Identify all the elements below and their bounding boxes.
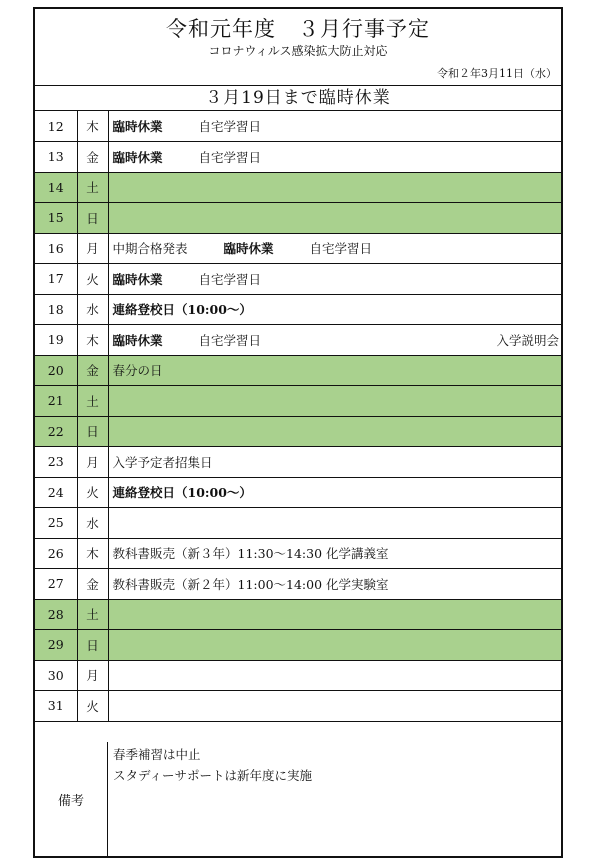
day-cell: 17 (35, 264, 77, 295)
event-text: 連絡登校日（10:00～） (112, 302, 252, 318)
event-cell (108, 203, 561, 234)
day-cell: 26 (35, 538, 77, 569)
event-cell (108, 630, 561, 661)
event-cell (108, 355, 561, 386)
day-cell: 13 (35, 142, 77, 173)
day-cell: 12 (35, 111, 77, 142)
event-cell (108, 691, 561, 722)
event-text: 教科書販売（新２年）11:00～14:00 化学実験室 (112, 576, 389, 592)
event-text: 教科書販売（新３年）11:30～14:30 化学講義室 (112, 546, 389, 562)
day-cell: 16 (35, 233, 77, 264)
weekday-cell: 金 (77, 142, 108, 173)
event-text: 自宅学習日 (198, 119, 262, 134)
table-row (35, 691, 561, 722)
day-cell: 23 (35, 447, 77, 478)
event-cell (108, 416, 561, 447)
page-subtitle: コロナウィルス感染拡大防止対応 (208, 44, 388, 58)
day-cell: 15 (35, 203, 77, 234)
weekday-cell: 月 (77, 660, 108, 691)
day-cell: 20 (35, 355, 77, 386)
event-cell (108, 233, 561, 264)
day-cell: 22 (35, 416, 77, 447)
event-cell (108, 264, 561, 295)
table-row (35, 233, 561, 264)
event-cell (108, 538, 561, 569)
event-text: 入学予定者招集日 (112, 454, 213, 470)
day-cell: 28 (35, 599, 77, 630)
closure-notice: ３月19日まで臨時休業 (35, 85, 561, 111)
event-cell (108, 599, 561, 630)
event-text: 連絡登校日（10:00～） (112, 485, 252, 501)
event-cell (108, 172, 561, 203)
weekday-cell: 金 (77, 355, 108, 386)
weekday-cell: 土 (77, 386, 108, 417)
weekday-cell: 火 (77, 477, 108, 508)
event-text: 自宅学習日 (309, 241, 373, 257)
event-text: 臨時休業 (112, 271, 163, 287)
table-row (35, 172, 561, 203)
event-cell (108, 660, 561, 691)
event-text: 自宅学習日 (198, 332, 262, 348)
table-row (35, 386, 561, 417)
table-row (35, 416, 561, 447)
remarks-body (113, 744, 312, 786)
page-title: 令和元年度 ３月行事予定 (166, 17, 430, 41)
event-cell (108, 325, 561, 356)
table-row (35, 569, 561, 600)
weekday-cell: 木 (77, 325, 108, 356)
event-text: 臨時休業 (112, 119, 163, 134)
remarks-label: 備考 (35, 742, 108, 856)
schedule-document (33, 7, 563, 858)
weekday-cell: 木 (77, 111, 108, 142)
table-row (35, 264, 561, 295)
table-row (35, 325, 561, 356)
table-row (35, 599, 561, 630)
event-cell (108, 569, 561, 600)
event-cell (108, 294, 561, 325)
schedule-table (35, 111, 561, 722)
table-row (35, 294, 561, 325)
weekday-cell: 水 (77, 508, 108, 539)
table-row (35, 538, 561, 569)
day-cell: 30 (35, 660, 77, 691)
weekday-cell: 日 (77, 630, 108, 661)
remarks-line: 春季補習は中止 (113, 747, 201, 762)
issue-date: 令和２年3月11日（水） (437, 67, 557, 80)
weekday-cell: 水 (77, 294, 108, 325)
event-text: 臨時休業 (112, 149, 163, 165)
table-row (35, 203, 561, 234)
day-cell: 29 (35, 630, 77, 661)
weekday-cell: 月 (77, 447, 108, 478)
event-cell (108, 386, 561, 417)
weekday-cell: 日 (77, 203, 108, 234)
table-row (35, 508, 561, 539)
weekday-cell: 日 (77, 416, 108, 447)
event-cell (108, 447, 561, 478)
weekday-cell: 木 (77, 538, 108, 569)
day-cell: 14 (35, 172, 77, 203)
day-cell: 19 (35, 325, 77, 356)
event-text: 臨時休業 (112, 332, 163, 348)
day-cell: 21 (35, 386, 77, 417)
weekday-cell: 土 (77, 599, 108, 630)
table-row (35, 142, 561, 173)
weekday-cell: 月 (77, 233, 108, 264)
day-cell: 24 (35, 477, 77, 508)
event-cell (108, 508, 561, 539)
table-row (35, 111, 561, 142)
day-cell: 27 (35, 569, 77, 600)
table-row (35, 660, 561, 691)
event-cell (108, 111, 561, 142)
weekday-cell: 土 (77, 172, 108, 203)
day-cell: 31 (35, 691, 77, 722)
remarks-section (35, 742, 561, 856)
event-text: 自宅学習日 (198, 149, 262, 165)
table-row (35, 630, 561, 661)
weekday-cell: 金 (77, 569, 108, 600)
event-cell (108, 142, 561, 173)
event-text: 自宅学習日 (198, 271, 262, 287)
event-text: 中期合格発表 (112, 241, 188, 257)
event-note: 入学説明会 (496, 332, 559, 348)
event-text: 臨時休業 (223, 241, 274, 257)
event-text: 春分の日 (112, 363, 163, 379)
weekday-cell: 火 (77, 264, 108, 295)
day-cell: 25 (35, 508, 77, 539)
table-row (35, 355, 561, 386)
document-header (35, 9, 561, 85)
table-row (35, 447, 561, 478)
remarks-line: スタディーサポートは新年度に実施 (113, 768, 313, 783)
table-row (35, 477, 561, 508)
day-cell: 18 (35, 294, 77, 325)
event-cell (108, 477, 561, 508)
weekday-cell: 火 (77, 691, 108, 722)
